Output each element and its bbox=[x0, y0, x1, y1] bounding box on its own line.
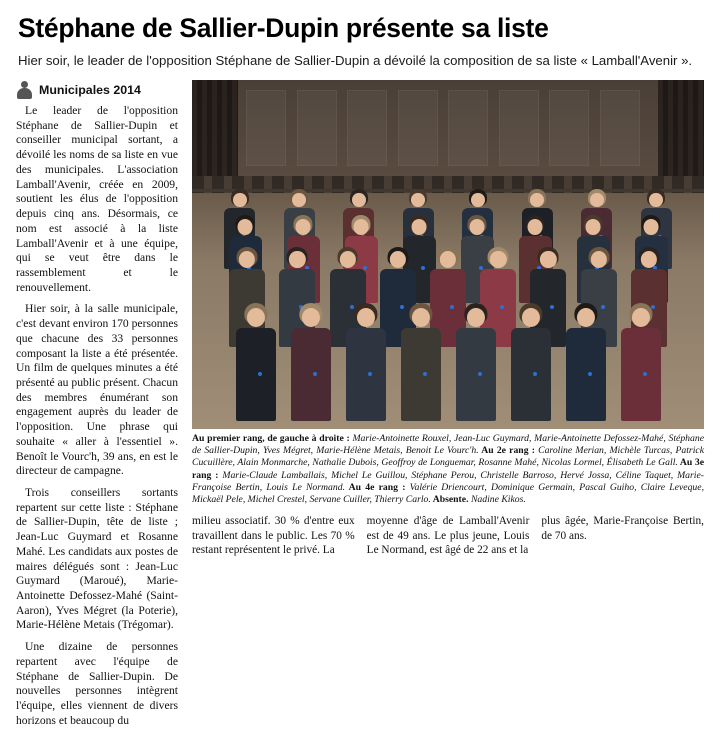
caption-names: Valérie Driencourt, Dominique Germain, Pascal Guiho, Claire Leveque, Mickaël Pele, Michel Crestel, Servane Cuiller, Thierry Carlo. bbox=[192, 481, 704, 506]
person-figure bbox=[456, 303, 496, 421]
caption-lead: Au 2e rang : bbox=[478, 445, 535, 457]
left-column-text bbox=[16, 104, 178, 728]
person-icon bbox=[16, 80, 33, 99]
left-column bbox=[16, 80, 188, 728]
caption-lead: Au premier rang, de gauche à droite : bbox=[192, 433, 350, 445]
page-title: Stéphane de Sallier-Dupin présente sa liste bbox=[18, 13, 549, 43]
caption-lead: Au 3e rang : bbox=[192, 457, 704, 481]
rubric-label: Municipales 2014 bbox=[39, 82, 141, 97]
person-figure bbox=[291, 303, 331, 421]
article-page bbox=[0, 13, 720, 727]
paragraph: moyenne d'âge de Lamball'Avenir est de 49 ans. Le plus jeune, Louis Le Normand, est âgé de 22 ans et la bbox=[366, 515, 530, 556]
person-figure bbox=[566, 303, 606, 421]
rubric bbox=[16, 80, 178, 99]
paragraph: Une dizaine de personnes repartent avec l'équipe de Stéphane de Sallier-Dupin. De nouvelles personnes intègrent l'équipe, elles viennent de divers horizons et beaucoup du bbox=[16, 640, 178, 727]
paragraph: Hier soir, à la salle municipale, c'est devant environ 170 personnes que chacune des 33 personnes composant la liste a été présentée. Un film de quelques minutes a été présenté au public présent. Chacun des membres énumérant son engagement auprès du leader de l'opposition. Une phrase qui souhaite « aller à l'essentiel ». Benoît le Vourc'h, 39 ans, en est le directeur de campagne. bbox=[16, 302, 178, 478]
person-figure bbox=[401, 303, 441, 421]
caption-names: Marie-Claude Lamballais, Michel Le Guillou, Stéphane Perou, Christelle Barroso, Hervé Jossa, Céline Taquet, Marie-Françoise Bertin, Louis Le Normand. bbox=[192, 469, 704, 493]
person-figure bbox=[346, 303, 386, 421]
photo-wrap bbox=[192, 80, 704, 429]
caption-names: Marie-Antoinette Rouxel, Jean-Luc Guymard, Marie-Antoinette Defossez-Mahé, Stéphane de Sallier-Dupin, Yves Mégret, Marie-Hélène Metais, Benoit Le Vourc'h. bbox=[192, 433, 704, 457]
person-figure bbox=[236, 303, 276, 421]
article-body bbox=[16, 80, 704, 728]
group-photo bbox=[192, 80, 704, 429]
paragraph: milieu associatif. 30 % d'entre eux travaillent dans le public. Les 70 % restant représentent le privé. La bbox=[192, 515, 355, 556]
caption-lead: Absente. bbox=[430, 494, 469, 506]
bottom-column bbox=[367, 514, 530, 557]
paragraph: Le leader de l'opposition Stéphane de Sallier-Dupin et conseiller municipal sortant, a dévoilé les noms de sa liste en vue des municipales. L'association Lamball'Avenir, créée en 2009, soutient les élus de l'opposition depuis cinq ans. Désormais, ce nom est associé à la liste Lamball'Avenir et à une équipe, qui se veut être dans le rassemblement et le renouvellement. bbox=[16, 104, 178, 294]
paragraph: Trois conseillers sortants repartent sur cette liste : Stéphane de Sallier-Dupin, tête de liste ; Jean-Luc Guymard et Rosanne Mahé. Les candidats aux postes de maires délégués sont : Jean-Luc Guymard (Maroué), Marie-Antoinette Defossez-Mahé (Saint-Aaron), Yves Mégret (la Poterie), Marie-Hélène Metais (Trégomar). bbox=[16, 486, 178, 632]
bottom-column bbox=[192, 514, 355, 557]
bottom-column bbox=[541, 514, 704, 557]
back-wall bbox=[238, 80, 658, 176]
bottom-columns bbox=[192, 514, 704, 557]
paragraph: plus âgée, Marie-Françoise Bertin, de 70 ans. bbox=[541, 515, 705, 542]
standfirst: Hier soir, le leader de l'opposition Stéphane de Sallier-Dupin a dévoilé la composition de sa liste « Lamball'Avenir ». bbox=[18, 52, 693, 68]
photo-caption bbox=[192, 433, 704, 506]
caption-names: Nadine Kikos. bbox=[468, 494, 526, 506]
person-figure bbox=[511, 303, 551, 421]
caption-lead: Au 4e rang : bbox=[345, 481, 406, 493]
person-figure bbox=[621, 303, 661, 421]
caption-names: Caroline Merian, Michèle Turcas, Patrick Cucuillère, Alain Monmarche, Nathalie Dubois, Geoffroy de Longuemar, Rosanne Mahé, Nicolas Lormel, Élisabeth Le Gall. bbox=[192, 445, 704, 469]
right-column bbox=[188, 80, 704, 557]
